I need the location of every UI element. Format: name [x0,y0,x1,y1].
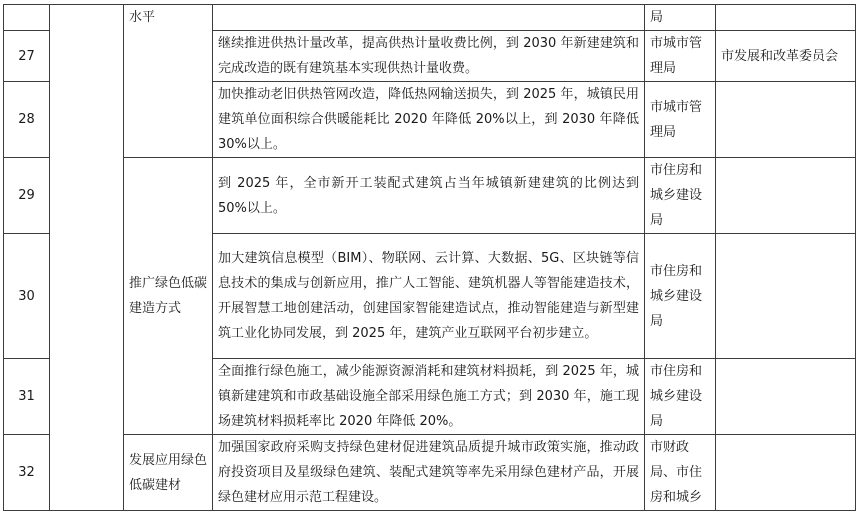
row-number: 29 [4,158,50,234]
lead-department: 局 [645,5,716,31]
lead-department: 市城市管理局 [645,31,716,82]
cooperating-department [716,435,856,511]
task-content: 到 2025 年，全市新开工装配式建筑占当年城镇新建建筑的比例达到 50%以上。 [213,158,645,234]
lead-department: 市住房和城乡建设局 [645,158,716,234]
row-number: 27 [4,31,50,82]
task-content: 加大建筑信息模型（BIM）、物联网、云计算、大数据、5G、区块链等信息技术的集成与创新应用，推广人工智能、建筑机器人等智能建造技术，开展智慧工地创建活动，创建国家智能建造试点，推动智能建造与新型建筑工业化协同发展，到 2025 年，建筑产业互联网平台初步建立。 [213,234,645,359]
cooperating-department [716,234,856,359]
task-content: 全面推行绿色施工，减少能源资源消耗和建筑材料损耗，到 2025 年，城镇新建建筑和市政基础设施全部采用绿色施工方式；到 2030 年，施工现场建筑材料损耗率比 2020 年降低 20%。 [213,359,645,435]
table-row [4,158,856,234]
row-number [4,5,50,31]
lead-department: 市城市管理局 [645,82,716,158]
subcategory-cell: 发展应用绿色低碳建材 [124,435,213,511]
task-content [213,5,645,31]
task-content: 继续推进供热计量改革，提高供热计量收费比例，到 2030 年新建建筑和完成改造的既有建筑基本实现供热计量收费。 [213,31,645,82]
task-content: 加快推动老旧供热管网改造，降低热网输送损失，到 2025 年，城镇民用建筑单位面积综合供暖能耗比 2020 年降低 20%以上，到 2030 年降低 30%以上。 [213,82,645,158]
cooperating-department [716,359,856,435]
row-number: 32 [4,435,50,511]
lead-department: 市财政局、市住房和城乡 [645,435,716,511]
cooperating-department [716,158,856,234]
row-number: 30 [4,234,50,359]
table-row [4,5,856,31]
table-row [4,435,856,511]
subcategory-cell: 水平 [124,5,213,158]
lead-department: 市住房和城乡建设局 [645,234,716,359]
category-cell [50,5,124,511]
subcategory-cell: 推广绿色低碳建造方式 [124,158,213,435]
lead-department: 市住房和城乡建设局 [645,359,716,435]
cooperating-department: 市发展和改革委员会 [716,31,856,82]
cooperating-department [716,5,856,31]
row-number: 28 [4,82,50,158]
row-number: 31 [4,359,50,435]
policy-task-table [3,4,856,511]
task-content: 加强国家政府采购支持绿色建材促进建筑品质提升城市政策实施，推动政府投资项目及星级绿色建筑、装配式建筑等率先采用绿色建材产品，开展绿色建材应用示范工程建设。 [213,435,645,511]
cooperating-department [716,82,856,158]
